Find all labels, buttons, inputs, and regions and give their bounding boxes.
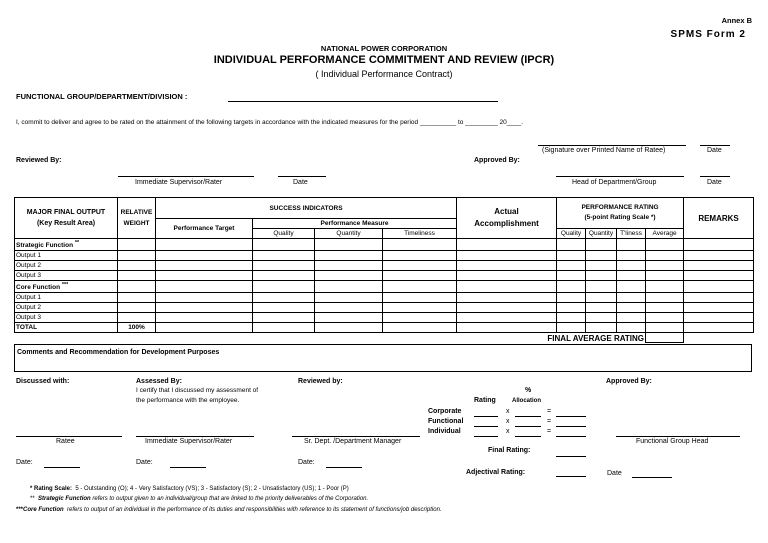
head-date-label: Date [707, 179, 722, 186]
functional-allocation-line[interactable] [515, 426, 541, 427]
ratee-signature-line[interactable] [538, 145, 686, 146]
ratee-date-label: Date [707, 147, 722, 154]
table-row [15, 239, 754, 251]
functional-group-line[interactable] [228, 101, 498, 102]
date-label: Date: [136, 459, 153, 466]
output-cell: Output 1 [15, 293, 118, 303]
corporate-label: Corporate [428, 408, 462, 415]
total-row [15, 323, 754, 333]
ipcr-table [14, 197, 754, 343]
core-note: ***Core Function refers to output of an individual in the performance of its duties and responsibilities with reference to its statement of functions/job description. [16, 507, 442, 513]
equals-sign: = [547, 428, 552, 435]
annex-label: Annex B [721, 16, 752, 25]
immediate-supervisor-label: Immediate Supervisor/Rater [145, 438, 233, 445]
functional-label: Functional [428, 418, 464, 425]
performance-rating-header: PERFORMANCE RATING (5-point Rating Scale *) [557, 198, 684, 229]
ratee-label: Ratee [56, 438, 75, 445]
reviewed-by-bottom-label: Reviewed by: [298, 378, 343, 385]
corporate-rating-line[interactable] [474, 416, 498, 417]
quality-header: Quality [253, 229, 315, 239]
final-average-value[interactable] [646, 333, 684, 343]
relative-weight-header: RELATIVE WEIGHT [118, 198, 156, 239]
adjectival-rating-label: Adjectival Rating: [466, 469, 526, 476]
rating-quality-header: Quality [557, 229, 586, 239]
discussed-with-label: Discussed with: [16, 378, 70, 385]
comments-label: Comments and Recommendation for Development Purposes [17, 349, 220, 356]
quantity-header: Quantity [315, 229, 383, 239]
sr-dept-label: Sr. Dept. /Department Manager [304, 438, 402, 445]
individual-label: Individual [428, 428, 461, 435]
table-row[interactable] [15, 313, 754, 323]
certify-text-2: the performance with the employee. [136, 397, 240, 404]
table-row[interactable] [15, 293, 754, 303]
page-title: INDIVIDUAL PERFORMANCE COMMITMENT AND REVIEW (IPCR) [213, 54, 555, 66]
output-cell: Output 2 [15, 303, 118, 313]
table-row[interactable] [15, 271, 754, 281]
date-label: Date: [298, 459, 315, 466]
rating-quantity-header: Quantity [586, 229, 617, 239]
strategic-function-cell: Strategic Function ** [15, 239, 118, 251]
rating-col-label: Rating [474, 397, 496, 404]
date-label: Date: [16, 459, 33, 466]
sr-dept-line[interactable] [292, 436, 420, 437]
output-cell: Output 3 [15, 271, 118, 281]
timeliness-header: Timeliness [383, 229, 457, 239]
sr-dept-date-line[interactable] [326, 467, 362, 468]
rating-scale-note: * Rating Scale: 5 - Outstanding (O); 4 - Very Satisfactory (VS); 3 - Satisfactory (S); 2 - Unsatisfactory (US); 1 - Poor (P) [30, 486, 349, 492]
equals-sign: = [547, 418, 552, 425]
head-dept-label: Head of Department/Group [572, 179, 657, 186]
approval-date-label: Date [607, 470, 622, 477]
total-weight: 100% [118, 323, 156, 333]
corporate-allocation-line[interactable] [515, 416, 541, 417]
x-sign: x [506, 408, 510, 415]
output-cell: Output 1 [15, 251, 118, 261]
equals-sign: = [547, 408, 552, 415]
total-label: TOTAL [15, 323, 118, 333]
table-row[interactable] [15, 303, 754, 313]
adjectival-rating-line[interactable] [556, 476, 586, 477]
reviewed-by-label: Reviewed By: [16, 157, 62, 164]
form-label: SPMS Form 2 [670, 29, 746, 40]
individual-allocation-line[interactable] [515, 436, 541, 437]
immediate-supervisor-line[interactable] [136, 436, 254, 437]
fg-head-line[interactable] [616, 436, 740, 437]
x-sign: x [506, 418, 510, 425]
performance-target-header: Performance Target [156, 219, 253, 239]
pct-label: % [525, 387, 532, 394]
individual-rating-line[interactable] [474, 436, 498, 437]
ratee-date-line[interactable] [700, 145, 730, 146]
performance-measure-header: Performance Measure [253, 219, 457, 229]
supervisor-signature-line[interactable] [118, 176, 254, 177]
rating-timeliness-header: T'liness [617, 229, 646, 239]
approved-by-label: Approved By: [474, 157, 520, 164]
table-row [15, 281, 754, 293]
corporate-result-line[interactable] [556, 416, 586, 417]
approved-by-bottom-label: Approved By: [606, 378, 652, 385]
actual-accomplishment-header: Actual Accomplishment [457, 198, 557, 239]
output-cell: Output 3 [15, 313, 118, 323]
ratee-line[interactable] [16, 436, 122, 437]
fg-head-label: Functional Group Head [636, 438, 709, 445]
table-row[interactable] [15, 251, 754, 261]
org-name: NATIONAL POWER CORPORATION [320, 44, 448, 53]
ratee-signature-label: (Signature over Printed Name of Ratee) [542, 147, 666, 154]
functional-group-label: FUNCTIONAL GROUP/DEPARTMENT/DIVISION : [16, 92, 188, 101]
final-average-label: FINAL AVERAGE RATING [15, 333, 646, 343]
table-row[interactable] [15, 261, 754, 271]
strategic-note: ** Strategic Function refers to output given to an individual/group that are linked to the priority deliverables of the Corporation. [30, 496, 369, 502]
remarks-header: REMARKS [684, 198, 754, 239]
supervisor-date-label: Date [293, 179, 308, 186]
allocation-col-label: Allocation [512, 398, 542, 404]
certify-text-1: I certify that I discussed my assessment of [136, 387, 259, 394]
major-final-output-header: MAJOR FINAL OUTPUT (Key Result Area) [15, 198, 118, 239]
functional-rating-line[interactable] [474, 426, 498, 427]
final-rating-line[interactable] [556, 456, 586, 457]
approval-date-line[interactable] [632, 477, 672, 478]
final-average-row [15, 333, 754, 343]
ratee-date-line[interactable] [44, 467, 80, 468]
functional-result-line[interactable] [556, 426, 586, 427]
comments-box[interactable] [14, 344, 752, 372]
supervisor-date-line[interactable] [278, 176, 326, 177]
x-sign: x [506, 428, 510, 435]
head-date-line[interactable] [700, 176, 730, 177]
final-rating-label: Final Rating: [488, 447, 531, 454]
supervisor-date-line[interactable] [170, 467, 206, 468]
rating-average-header: Average [646, 229, 684, 239]
core-function-cell: Core Function *** [15, 281, 118, 293]
page-subtitle: ( Individual Performance Contract) [315, 69, 453, 79]
success-indicators-header: SUCCESS INDICATORS [156, 198, 457, 219]
output-cell: Output 2 [15, 261, 118, 271]
head-signature-line[interactable] [556, 176, 684, 177]
supervisor-label: Immediate Supervisor/Rater [135, 179, 223, 186]
commit-text: I, commit to deliver and agree to be rated on the attainment of the following targets in accordance with the indicated measures for the period __________ to _________ 20____. [16, 119, 524, 126]
individual-result-line[interactable] [556, 436, 586, 437]
assessed-by-label: Assessed By: [136, 378, 182, 385]
